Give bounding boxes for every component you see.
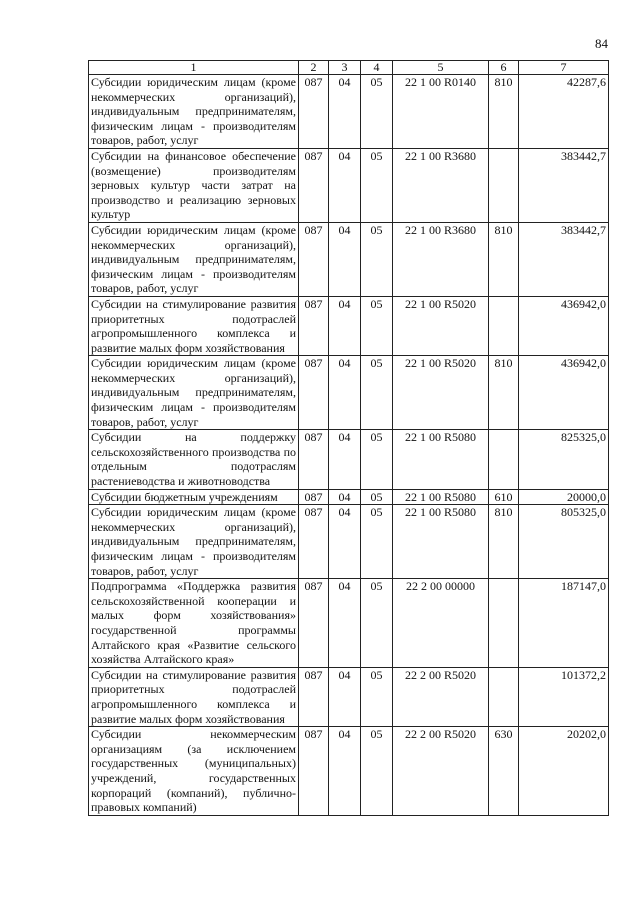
row-name-cell: Субсидии юридическим лицам (кроме некоммерческих организаций), индивидуальным предпринимателям, физическим лицам - производителям товаров, работ, услуг <box>89 75 299 149</box>
row-vr-cell: 810 <box>489 356 519 430</box>
row-ved-cell: 087 <box>299 430 329 489</box>
row-ved-cell: 087 <box>299 356 329 430</box>
row-name-cell: Субсидии на стимулирование развития приоритетных подотраслей агропромышленного комплекса и развитие малых форм хозяйствования <box>89 296 299 355</box>
table-row <box>89 430 609 489</box>
row-sum-cell: 20000,0 <box>519 489 609 505</box>
row-name-cell: Субсидии на поддержку сельскохозяйственного производства по отдельным подотраслям растениеводства и животноводства <box>89 430 299 489</box>
row-vr-cell <box>489 296 519 355</box>
page-number: 84 <box>595 36 608 51</box>
row-ved-cell: 087 <box>299 148 329 222</box>
row-pr-cell: 05 <box>361 667 393 726</box>
row-name-cell: Подпрограмма «Поддержка развития сельскохозяйственной кооперации и малых форм хозяйствования» государственной программы Алтайского края «Развитие сельского хозяйства Алтайского края» <box>89 579 299 668</box>
row-csr-cell: 22 1 00 R5080 <box>393 430 489 489</box>
row-sum-cell: 20202,0 <box>519 727 609 816</box>
header-cell-rz: 3 <box>329 61 361 75</box>
row-ved-cell: 087 <box>299 296 329 355</box>
row-pr-cell: 05 <box>361 356 393 430</box>
header-cell-vr: 6 <box>489 61 519 75</box>
row-rz-cell: 04 <box>329 356 361 430</box>
row-vr-cell: 810 <box>489 75 519 149</box>
row-ved-cell: 087 <box>299 727 329 816</box>
row-csr-cell: 22 1 00 R5020 <box>393 356 489 430</box>
row-csr-cell: 22 1 00 R5020 <box>393 296 489 355</box>
header-cell-name: 1 <box>89 61 299 75</box>
row-rz-cell: 04 <box>329 75 361 149</box>
row-vr-cell: 810 <box>489 505 519 579</box>
row-name-cell: Субсидии юридическим лицам (кроме некоммерческих организаций), индивидуальным предпринимателям, физическим лицам - производителям товаров, работ, услуг <box>89 356 299 430</box>
header-cell-pr: 4 <box>361 61 393 75</box>
row-vr-cell: 810 <box>489 222 519 296</box>
row-rz-cell: 04 <box>329 148 361 222</box>
row-pr-cell: 05 <box>361 222 393 296</box>
row-name-cell: Субсидии юридическим лицам (кроме некоммерческих организаций), индивидуальным предпринимателям, физическим лицам - производителям товаров, работ, услуг <box>89 222 299 296</box>
row-sum-cell: 42287,6 <box>519 75 609 149</box>
row-vr-cell <box>489 148 519 222</box>
row-rz-cell: 04 <box>329 222 361 296</box>
row-pr-cell: 05 <box>361 296 393 355</box>
row-vr-cell: 630 <box>489 727 519 816</box>
row-csr-cell: 22 1 00 R3680 <box>393 222 489 296</box>
header-cell-ved: 2 <box>299 61 329 75</box>
table-row <box>89 489 609 505</box>
row-csr-cell: 22 1 00 R5080 <box>393 505 489 579</box>
table-body <box>89 75 609 816</box>
row-sum-cell: 805325,0 <box>519 505 609 579</box>
row-rz-cell: 04 <box>329 667 361 726</box>
row-csr-cell: 22 2 00 R5020 <box>393 667 489 726</box>
row-pr-cell: 05 <box>361 430 393 489</box>
row-pr-cell: 05 <box>361 505 393 579</box>
row-csr-cell: 22 1 00 R5080 <box>393 489 489 505</box>
row-name-cell: Субсидии на стимулирование развития приоритетных подотраслей агропромышленного комплекса и развитие малых форм хозяйствования <box>89 667 299 726</box>
row-vr-cell <box>489 667 519 726</box>
row-pr-cell: 05 <box>361 148 393 222</box>
row-pr-cell: 05 <box>361 75 393 149</box>
row-rz-cell: 04 <box>329 489 361 505</box>
row-name-cell: Субсидии бюджетным учреждениям <box>89 489 299 505</box>
row-rz-cell: 04 <box>329 727 361 816</box>
row-pr-cell: 05 <box>361 489 393 505</box>
row-sum-cell: 383442,7 <box>519 148 609 222</box>
header-row <box>89 61 609 75</box>
row-vr-cell: 610 <box>489 489 519 505</box>
row-vr-cell <box>489 579 519 668</box>
table-row <box>89 579 609 668</box>
row-sum-cell: 101372,2 <box>519 667 609 726</box>
row-ved-cell: 087 <box>299 222 329 296</box>
row-pr-cell: 05 <box>361 579 393 668</box>
row-name-cell: Субсидии юридическим лицам (кроме некоммерческих организаций), индивидуальным предпринимателям, физическим лицам - производителям товаров, работ, услуг <box>89 505 299 579</box>
row-csr-cell: 22 1 00 R3680 <box>393 148 489 222</box>
row-ved-cell: 087 <box>299 75 329 149</box>
table-header <box>89 61 609 75</box>
table-row <box>89 505 609 579</box>
row-ved-cell: 087 <box>299 667 329 726</box>
row-rz-cell: 04 <box>329 296 361 355</box>
header-cell-csr: 5 <box>393 61 489 75</box>
row-name-cell: Субсидии некоммерческим организациям (за исключением государственных (муниципальных) учреждений, государственных корпораций (компаний), публично-правовых компаний) <box>89 727 299 816</box>
row-vr-cell <box>489 430 519 489</box>
table-row <box>89 296 609 355</box>
row-sum-cell: 436942,0 <box>519 356 609 430</box>
row-rz-cell: 04 <box>329 430 361 489</box>
row-ved-cell: 087 <box>299 489 329 505</box>
row-csr-cell: 22 2 00 00000 <box>393 579 489 668</box>
table-row <box>89 727 609 816</box>
budget-table <box>88 60 609 816</box>
row-csr-cell: 22 2 00 R5020 <box>393 727 489 816</box>
table-row <box>89 75 609 149</box>
row-pr-cell: 05 <box>361 727 393 816</box>
row-sum-cell: 187147,0 <box>519 579 609 668</box>
row-ved-cell: 087 <box>299 579 329 668</box>
row-csr-cell: 22 1 00 R0140 <box>393 75 489 149</box>
header-cell-sum: 7 <box>519 61 609 75</box>
row-ved-cell: 087 <box>299 505 329 579</box>
row-sum-cell: 383442,7 <box>519 222 609 296</box>
row-rz-cell: 04 <box>329 579 361 668</box>
table-row <box>89 667 609 726</box>
table-row <box>89 356 609 430</box>
table-row <box>89 148 609 222</box>
row-rz-cell: 04 <box>329 505 361 579</box>
row-sum-cell: 825325,0 <box>519 430 609 489</box>
table-row <box>89 222 609 296</box>
row-name-cell: Субсидии на финансовое обеспечение (возмещение) производителям зерновых культур части затрат на производство и реализацию зерновых культур <box>89 148 299 222</box>
row-sum-cell: 436942,0 <box>519 296 609 355</box>
